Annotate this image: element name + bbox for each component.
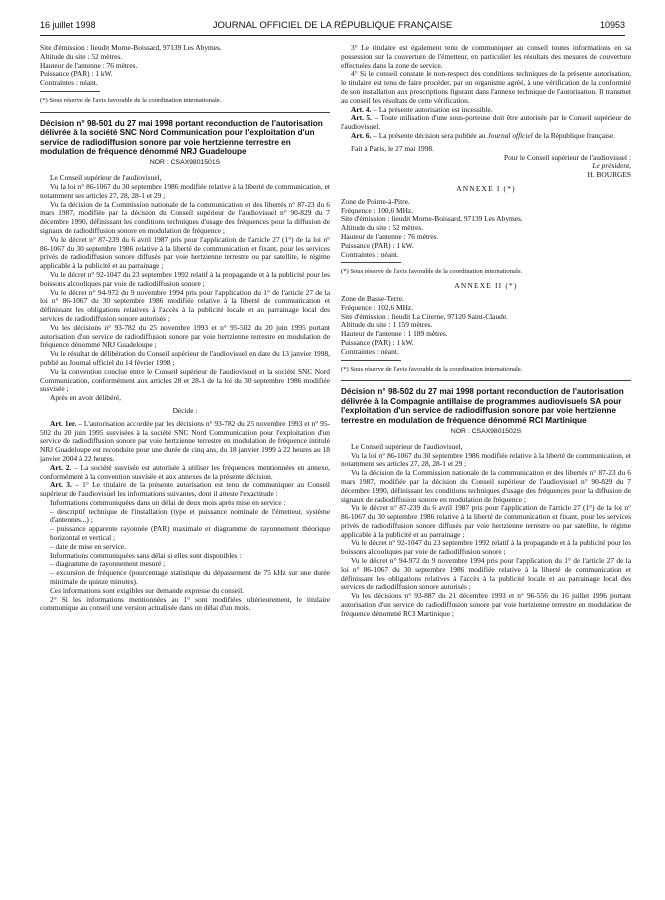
paragraph: Vu le décret n° 94-972 du 9 novembre 1994 pris pour l'application du 1° de l'article 27 de la loi n° 86-1067 du 30 septembre 1986 modifiée relative à la liberté de communication et définissant les obligations relatives à l'accès à la publicité locale et au parrainage local des services de radiodiffusion sonore autorisés ; <box>341 556 631 592</box>
paragraph: 2° Si les informations mentionnées au 1° sont modifiées ultérieurement, le titulaire communique au conseil une version actualisée dans un délai d'un mois. <box>40 594 330 613</box>
paragraph: 3° Le titulaire est également tenu de communiquer au conseil toutes informations en sa possession sur la couverture de l'émetteur, en particulier les résultats des mesures de couverture effectuées dans la zone de service. <box>341 43 631 70</box>
paragraph: Vu la loi n° 86-1067 du 30 septembre 1986 modifiée relative à la liberté de communication, et notamment ses articles 27, 28, 28-1 et 29 ; <box>341 450 631 469</box>
paragraph: Vu le décret n° 87-239 du 6 avril 1987 pris pour l'application de l'article 27 (1°) de la loi n° 86-1067 du 30 septembre 1986 relative à la liberté de communication et fixant, pour les services privés de radiodiffusion sonore diffusés par voie hertzienne terrestre ou par satellite, le régime applicable à la publicité et au parrainage ; <box>341 503 631 539</box>
article-1 <box>40 420 330 464</box>
article-text: – 1° Le titulaire de la présente autorisation est tenu de communiquer au Conseil supérieur de l'audiovisuel les informations suivantes, dont il atteste l'exactitude : <box>40 480 330 499</box>
annex-title: ANNEXE II (*) <box>454 281 518 291</box>
text-line: Site d'émission : lieudit Morne-Boissard, 97139 Les Abymes. <box>341 214 523 224</box>
paragraph: Vu le décret n° 92-1047 du 23 septembre 1992 relatif à la propagande et à la publicité pour les boissons alcooliques par voie de radiodiffusion sonore ; <box>40 269 330 288</box>
paragraph: Vu la décision de la Commission nationale de la communication et des libertés n° 87-23 du 6 mars 1987, modifiée par la décision du Conseil supérieur de l'audiovisuel n° 90-829 du 7 décembre 1990, définissant les conditions techniques d'usage des fréquences pour la diffusion de signaux de radiodiffusion sonore en modulation de fréquence ; <box>40 199 330 235</box>
article-text: – Toute utilisation d'une sous-porteuse doit être autorisée par le Conseil supérieur de l'audiovisuel. <box>341 113 631 132</box>
divider <box>40 91 100 92</box>
divider <box>341 262 401 263</box>
text-line: Hauteur de l'antenne : 76 mètres. <box>341 231 439 241</box>
header-rule <box>40 35 625 36</box>
divider <box>341 360 401 361</box>
paragraph: Vu la décision de la Commission nationale de la communication et des libertés n° 87-23 du 6 mars 1987, modifiée par la décision du Conseil supérieur de l'audiovisuel n° 90-829 du 7 décembre 1990, définissant les conditions techniques d'usage des fréquences pour la diffusion de signaux de radiodiffusion sonore en modulation de fréquence ; <box>341 468 631 504</box>
header-page-number: 10953 <box>599 20 625 30</box>
decision-title: Décision n° 98-501 du 27 mai 1998 portant reconduction de l'autorisation délivrée à la société SNC Nord Communication pour l'exploitation d'un service de radiodiffusion sonore par voie hertzienne terrestre en modulation de fréquence dénommé NRJ Guadeloupe <box>40 118 323 156</box>
text-line: Fréquence : 102,6 MHz. <box>341 302 414 312</box>
nor-reference: NOR : CSAX9801502S <box>450 427 522 435</box>
annex-continuation <box>40 44 330 88</box>
page-header <box>40 20 625 34</box>
text-line: Site d'émission : lieudit Morne-Boissard, 97139 Les Abymes. <box>40 43 222 52</box>
paragraph: Vu la loi n° 86-1067 du 30 septembre 1986 modifiée relative à la liberté de communication, et notamment ses articles 27, 28, 28-1 et 29 ; <box>40 182 330 200</box>
paragraph: Informations communiquées sans délai si elles sont disponibles : <box>50 550 242 560</box>
paragraph: Après en avoir délibéré, <box>50 393 122 403</box>
article-label: Art. 4. <box>351 104 372 114</box>
text-line: Puissance (PAR) : 1 kW. <box>341 337 414 347</box>
text-line: Hauteur de l'antenne : 76 mètres. <box>40 60 138 70</box>
nor-reference: NOR : CSAX9801501S <box>149 159 221 167</box>
paragraph: Ces informations sont exigibles sur demande expresse du conseil. <box>50 585 244 595</box>
article-text: – La présente autorisation est incessible. <box>371 104 493 114</box>
paragraph: Le Conseil supérieur de l'audiovisuel, <box>351 441 463 451</box>
text-line: Altitude du site : 1 159 mètres. <box>341 320 433 330</box>
footnote: (*) Sous réserve de l'avis favorable de la coordination internationale. <box>40 96 222 104</box>
paragraph: Informations communiquées dans un délai de deux mois après mise en service : <box>50 497 286 507</box>
paragraph: Vu les décisions n° 93-782 du 25 novembre 1993 et n° 95-502 du 20 juin 1995 portant autorisation d'un service de radiodiffusion sonore par voie hertzienne terrestre en modulation de fréquence dénommé NRJ Guadeloupe ; <box>40 322 330 350</box>
paragraph: Vu le décret n° 87-239 du 6 avril 1987 pris pour l'application de l'article 27 (1°) de la loi n° 86-1067 du 30 septembre 1986 relative à la liberté de communication et fixant, pour les services privés de radiodiffusion sonore diffusés par voie hertzienne terrestre ou par satellite, le régime applicable à la publicité et au parrainage ; <box>40 234 330 271</box>
text-line: Zone de Basse-Terre. <box>341 293 404 303</box>
divider <box>341 380 631 381</box>
footnote: (*) Sous réserve de l'avis favorable de la coordination internationale. <box>341 365 523 373</box>
article-text: – L'autorisation accordée par les décisions n° 93-782 du 25 novembre 1993 et n° 95-502 du 20 juin 1995 susvisées à la société SNC Nord Communication pour l'exploitation d'un service de radiodiffusion sonore par voie hertzienne terrestre en modulation de fréquence intitulé NRJ Guadeloupe est reconduite pour une durée de cinq ans, du 18 janvier 1999 à 22 heures au 18 janvier 2004 à 22 heures. <box>40 418 331 463</box>
decide-heading: Décide : <box>172 405 198 415</box>
article-text: – La société susvisée est autorisée à utiliser les fréquences mentionnées en annexe, conformément à la convention susvisée et aux annexes de la présente décision. <box>40 462 330 481</box>
divider <box>40 112 330 113</box>
list-item: – descriptif technique de l'installation (type et puissance nominale de l'émetteur, système d'antennes...) ; <box>50 506 330 525</box>
article-label: Art. 2. <box>50 462 72 472</box>
article-text: de la République française. <box>532 130 616 140</box>
text-line: Contraintes : néant. <box>40 78 98 88</box>
journal-name: Journal officiel <box>487 130 533 140</box>
article-label: Art. 6. <box>351 130 372 140</box>
article-label: Art. 5. <box>351 113 372 123</box>
text-line: Altitude du site : 52 mètres. <box>341 223 424 233</box>
text-line: Contraintes : néant. <box>341 249 399 259</box>
annex-title: ANNEXE I (*) <box>456 183 516 193</box>
paragraph: Vu la convention conclue entre le Conseil supérieur de l'audiovisuel et la société SNC Nord Communication, conformément aux articles 28 et 28-1 de la loi du 30 septembre 1986 modifiée susvisée ; <box>40 366 330 394</box>
left-column <box>40 44 330 613</box>
article-label: Art. 3. <box>50 480 72 490</box>
signature-name: H. BOURGES <box>587 170 631 180</box>
text-line: Hauteur de l'antenne : 1 189 mètres. <box>341 329 448 339</box>
article-label: Art. 1er. <box>50 418 77 428</box>
list-item: – excursion de fréquence (pourcentage statistique du dépassement de 75 kHz sur une durée minimale de quinze minutes). <box>50 568 330 587</box>
text-line: Contraintes : néant. <box>341 346 399 356</box>
paragraph: Vu le décret n° 92-1047 du 23 septembre 1992 relatif à la propagande et à la publicité pour les boissons alcooliques par voie de radiodiffusion sonore ; <box>341 538 631 557</box>
paragraph: Le Conseil supérieur de l'audiovisuel, <box>50 173 162 183</box>
text-line: Puissance (PAR) : 1 kW. <box>40 69 113 79</box>
signature-place-date: Fait à Paris, le 27 mai 1998. <box>351 143 434 153</box>
list-item: – date de mise en service. <box>50 541 126 551</box>
text-line: Puissance (PAR) : 1 kW. <box>341 240 414 250</box>
article-6 <box>341 132 631 141</box>
header-date: 16 juillet 1998 <box>40 20 96 30</box>
list-item: – puissance apparente rayonnée (PAR) maximale et diagramme de rayonnement théorique horizontal et vertical ; <box>50 524 330 543</box>
article-3 <box>40 481 330 499</box>
paragraph: Vu les décisions n° 93-887 du 21 décembre 1993 et n° 96-556 du 16 juillet 1996 portant autorisation d'un service de radiodiffusion sonore par voie hertzienne terrestre en modulation de fréquence dénommé RCI Martinique ; <box>341 591 631 618</box>
article-2 <box>40 464 330 482</box>
footnote: (*) Sous réserve de l'avis favorable de la coordination internationale. <box>341 268 523 276</box>
text-line: Altitude du site : 52 mètres. <box>40 51 123 61</box>
decision-title: Décision n° 98-502 du 27 mai 1998 portant reconduction de l'autorisation délivrée à la Compagnie antillaise de programmes audiovisuels SA pour l'exploitation d'un service de radiodiffusion sonore par voie hertzienne terrestre en modulation de fréquence dénommé RCI Martinique <box>341 387 624 425</box>
article-text: – La présente décision sera publiée au <box>371 130 488 140</box>
paragraph: Vu le résultat de délibération du Conseil supérieur de l'audiovisuel en date du 13 janvier 1998, publié au Journal officiel du 14 février 1998 ; <box>40 349 330 367</box>
paragraph: 4° Si le conseil constate le non-respect des conditions techniques de la présente autorisation, le titulaire est tenu de faire procéder, par un organisme agréé, à une vérification de la conformité de son installation aux prescriptions figurant dans l'annexe technique de l'autorisation. Il transmet au conseil les résultats de cette vérification. <box>341 69 631 105</box>
header-title: JOURNAL OFFICIEL DE LA RÉPUBLIQUE FRANÇAISE <box>212 20 453 31</box>
text-line: Zone de Pointe-à-Pitre. <box>341 196 410 206</box>
signature-role-text: Le président, <box>592 161 631 171</box>
list-item: – diagramme de rayonnement mesuré ; <box>50 559 166 569</box>
text-line: Site d'émission : lieudit La Citerne, 97120 Saint-Claude. <box>341 311 508 321</box>
text-line: Fréquence : 100,6 MHz. <box>341 205 414 215</box>
right-column <box>341 44 631 619</box>
article-5 <box>341 114 631 132</box>
signature-body: Pour le Conseil supérieur de l'audiovisuel : <box>504 152 631 162</box>
paragraph: Vu le décret n° 94-972 du 9 novembre 1994 pris pour l'application du 1° de l'article 27 de la loi n° 86-1067 du 30 septembre 1986 modifiée relative à la liberté de communication et définissant les obligations relatives à l'accès à la publicité locale et au parrainage local des services de radiodiffusion sonore autorisés ; <box>40 287 330 323</box>
